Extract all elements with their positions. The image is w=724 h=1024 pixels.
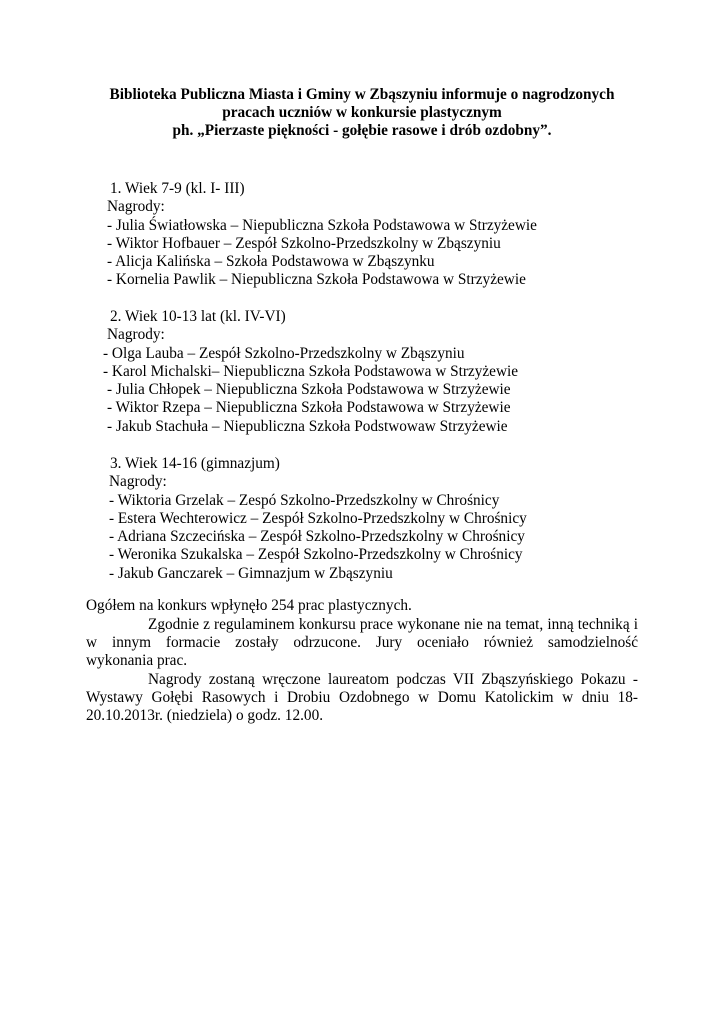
award-list-item: - Estera Wechterowicz – Zespół Szkolno-Przedszkolny w Chrośnicy bbox=[109, 509, 527, 527]
ceremony-line-1: Nagrody zostaną wręczone laureatom podczas VII Zbąszyńskiego Pokazu - bbox=[148, 670, 638, 688]
award-list-item: - Jakub Ganczarek – Gimnazjum w Zbąszyniu bbox=[109, 564, 393, 582]
award-list-item: - Olga Lauba – Zespół Szkolno-Przedszkolny w Zbąszyniu bbox=[103, 344, 465, 362]
award-list-item: - Wiktor Hofbauer – Zespół Szkolno-Przedszkolny w Zbąszyniu bbox=[107, 234, 501, 252]
award-list-item: - Julia Światłowska – Niepubliczna Szkoła Podstawowa w Strzyżewie bbox=[107, 216, 537, 234]
summary-text: Ogółem na konkurs wpłynęło 254 prac plastycznych. bbox=[86, 597, 412, 614]
title-line-2: pracach uczniów w konkursie plastycznym bbox=[222, 104, 502, 121]
award-list-item: - Julia Chłopek – Niepubliczna Szkoła Podstawowa w Strzyżewie bbox=[107, 381, 511, 398]
awards-label: Nagrody: bbox=[107, 326, 165, 343]
title-line-1: Biblioteka Publiczna Miasta i Gminy w Zbąszyniu informuje o nagrodzonych bbox=[109, 86, 615, 103]
section-heading: 3. Wiek 14-16 (gimnazjum) bbox=[110, 455, 280, 472]
award-list-item: - Weronika Szukalska – Zespół Szkolno-Przedszkolny w Chrośnicy bbox=[109, 546, 523, 564]
award-list-item: - Karol Michalski– Niepubliczna Szkoła Podstawowa w Strzyżewie bbox=[103, 362, 519, 380]
award-list-item: - Adriana Szczecińska – Zespół Szkolno-Przedszkolny w Chrośnicy bbox=[109, 528, 525, 545]
ceremony-line-3: 20.10.2013r. (niedziela) o godz. 12.00. bbox=[86, 707, 324, 725]
award-list-item: - Wiktor Rzepa – Niepubliczna Szkoła Podstawowa w Strzyżewie bbox=[107, 399, 511, 417]
ceremony-line-2: Wystawy Gołębi Rasowych i Drobiu Ozdobnego w Domu Katolickim w dniu 18- bbox=[86, 688, 638, 706]
awards-label: Nagrody: bbox=[107, 198, 165, 215]
award-list-item: - Kornelia Pawlik – Niepubliczna Szkoła Podstawowa w Strzyżewie bbox=[107, 271, 526, 289]
title-line-3: ph. „Pierzaste piękności - gołębie rasowe i drób ozdobny”. bbox=[172, 122, 552, 139]
regulation-line-1: Zgodnie z regulaminem konkursu prace wykonane nie na temat, inną techniką i bbox=[148, 615, 638, 633]
award-list-item: - Wiktoria Grzelak – Zespó Szkolno-Przedszkolny w Chrośnicy bbox=[109, 491, 500, 509]
document-title bbox=[80, 86, 644, 140]
awards-label: Nagrody: bbox=[109, 473, 167, 490]
regulation-line-3: wykonania prac. bbox=[86, 652, 188, 670]
regulation-line-2: w innym formacie zostały odrzucone. Jury oceniało również samodzielność bbox=[86, 633, 638, 651]
section-heading: 2. Wiek 10-13 lat (kl. IV-VI) bbox=[110, 308, 286, 325]
award-list-item: - Jakub Stachuła – Niepubliczna Szkoła Podstwowaw Strzyżewie bbox=[107, 417, 508, 435]
award-list-item: - Alicja Kalińska – Szkoła Podstawowa w Zbąszynku bbox=[107, 253, 435, 270]
section-heading: 1. Wiek 7-9 (kl. I- III) bbox=[110, 180, 245, 197]
